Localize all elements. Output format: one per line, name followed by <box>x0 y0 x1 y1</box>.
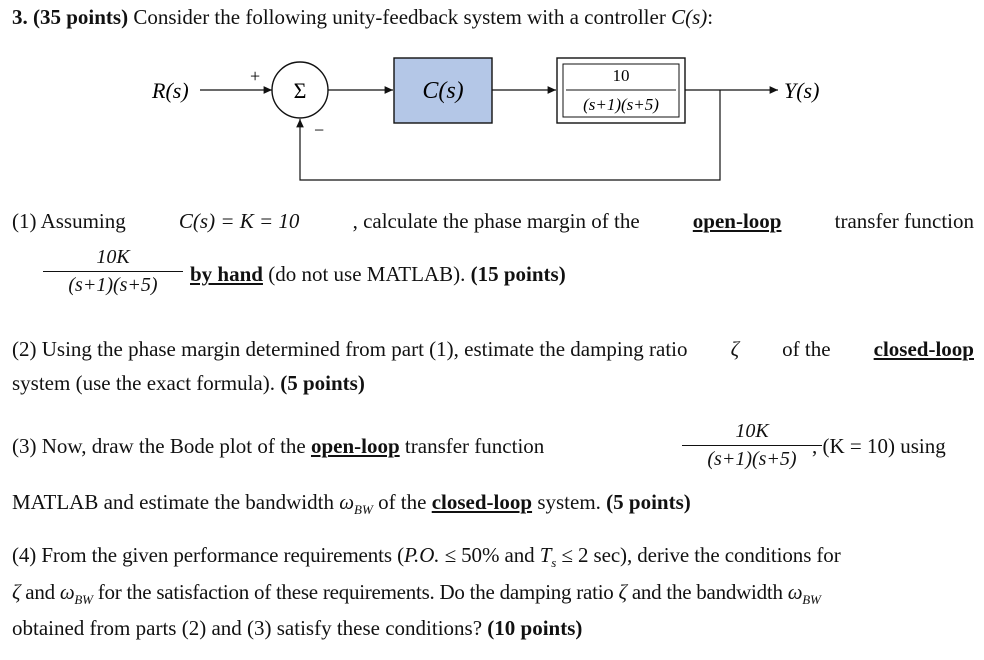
part2-zeta: ζ <box>730 337 740 361</box>
plus-sign: + <box>250 66 261 86</box>
question-points: (35 points) <box>33 5 129 29</box>
part3-fraction <box>682 420 822 471</box>
part2-text-b: of the <box>782 337 831 361</box>
part3-line1 <box>12 434 544 459</box>
part1-text-c: transfer function <box>834 209 974 233</box>
block-diagram <box>0 40 984 190</box>
part1-fraction <box>43 246 183 297</box>
part4-text-g: obtained from parts (2) and (3) satisfy these conditions? <box>12 616 483 640</box>
part2-points: (5 points) <box>280 371 365 395</box>
part3-closed-loop: closed-loop <box>431 490 533 514</box>
part4-points: (10 points) <box>487 616 583 640</box>
part1-line2 <box>190 262 566 287</box>
part2-text-a: (2) Using the phase margin determined from part (1), estimate the damping ratio <box>12 337 688 361</box>
part2-closed-loop: closed-loop <box>873 337 974 361</box>
part1-text-a: (1) Assuming <box>12 209 126 233</box>
part1-frac-num: 10K <box>96 246 130 268</box>
header-controller: C(s) <box>671 5 708 29</box>
part1-equation: C(s) = K = 10 <box>178 209 300 233</box>
part3-open-loop: open-loop <box>310 434 400 458</box>
part3-text-f: system. <box>537 490 601 514</box>
part3-text-c: , (K = 10) using <box>812 434 946 458</box>
part3-text-e: of the <box>378 490 427 514</box>
part1-by-hand: by hand <box>190 262 263 286</box>
part4-bw-subscript: BW <box>74 592 93 607</box>
part4-line1 <box>12 543 974 571</box>
input-label: R(s) <box>152 78 189 103</box>
part4-po: P.O. <box>404 543 440 567</box>
plant-numerator: 10 <box>612 66 630 85</box>
part3-line1-end <box>812 434 946 459</box>
part4-omega: ω <box>59 580 75 604</box>
part3-text-d: MATLAB and estimate the bandwidth <box>12 490 334 514</box>
part4-zeta2: ζ <box>618 580 627 604</box>
part4-text-d: and <box>25 580 55 604</box>
part1-frac-den: (s+1)(s+5) <box>68 274 158 296</box>
question-intro: Consider the following unity-feedback system with a controller <box>133 5 666 29</box>
part3-frac-num: 10K <box>735 420 769 442</box>
header-colon: : <box>707 5 714 29</box>
minus-sign: − <box>314 120 325 140</box>
question-number: 3. <box>12 5 28 29</box>
part3-bw-subscript: BW <box>354 502 373 517</box>
part4-zeta: ζ <box>12 580 21 604</box>
part4-omega2: ω <box>787 580 803 604</box>
part3-points: (5 points) <box>606 490 691 514</box>
part3-line2 <box>12 490 691 518</box>
part4-s-subscript: s <box>551 555 557 570</box>
part4-line3 <box>12 616 582 641</box>
part4-text-c: ≤ 2 sec), derive the conditions for <box>561 543 841 567</box>
part3-omega: ω <box>339 490 355 514</box>
part3-text-b: transfer function <box>404 434 545 458</box>
part4-line2 <box>12 580 974 608</box>
output-label: Y(s) <box>784 78 820 103</box>
part1-points: (15 points) <box>470 262 566 286</box>
part2-line1 <box>12 337 974 362</box>
part2-text-c: system (use the exact formula). <box>12 371 275 395</box>
part3-text-a: (3) Now, draw the Bode plot of the <box>12 434 306 458</box>
part4-ts: T <box>539 543 552 567</box>
part3-frac-den: (s+1)(s+5) <box>707 448 797 470</box>
plant-denominator: (s+1)(s+5) <box>583 95 659 114</box>
part1-open-loop: open-loop <box>692 209 782 233</box>
part4-text-f: and the bandwidth <box>631 580 783 604</box>
part4-text-a: (4) From the given performance requirements ( <box>12 543 405 567</box>
sum-symbol: Σ <box>293 78 307 103</box>
part4-text-b: ≤ 50% and <box>444 543 535 567</box>
controller-label: C(s) <box>422 78 464 104</box>
part1-line1 <box>12 209 974 234</box>
question-header <box>12 5 713 30</box>
part4-text-e: for the satisfaction of these requirements. Do the damping ratio <box>97 580 614 604</box>
part4-bw2-subscript: BW <box>802 592 821 607</box>
part2-line2 <box>12 371 365 396</box>
part1-text-b: , calculate the phase margin of the <box>352 209 640 233</box>
part1-text-e: (do not use MATLAB). <box>268 262 466 286</box>
